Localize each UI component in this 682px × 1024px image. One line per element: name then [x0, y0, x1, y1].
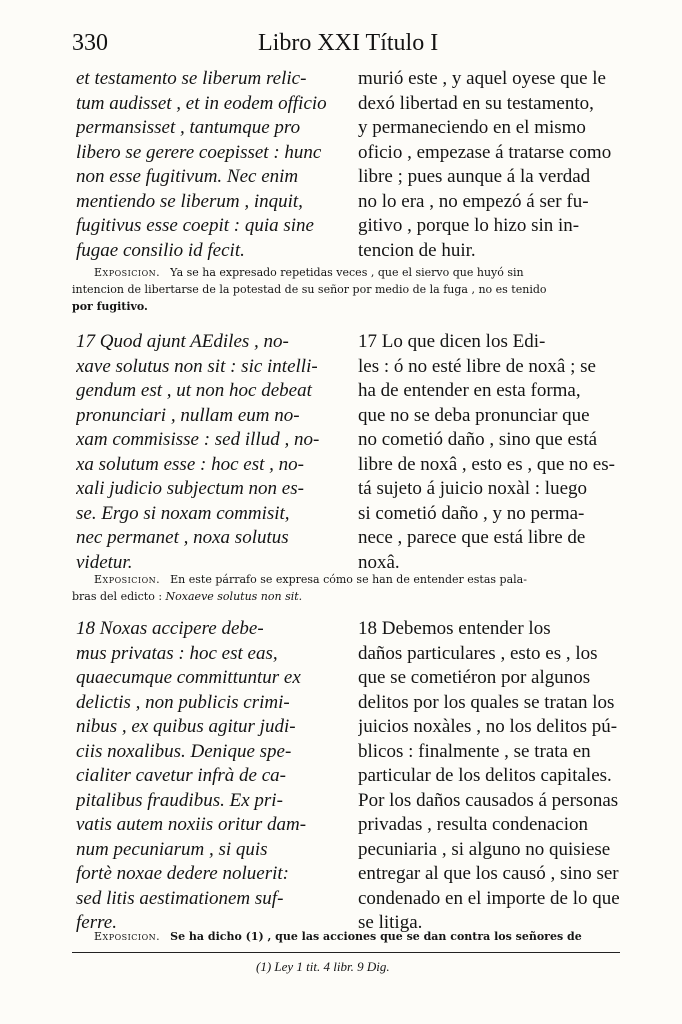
exposition-line: [72, 264, 622, 281]
spanish-line: 18 Debemos entender los: [358, 618, 551, 639]
spanish-line: que se cometiéron por algunos: [358, 667, 591, 688]
running-title: Libro XXI Título I: [258, 30, 439, 56]
spanish-line: tá sujeto á juicio noxàl : luego: [358, 478, 588, 499]
spanish-line: oficio , empezase á tratarse como: [358, 141, 612, 163]
latin-line: videtur.: [76, 551, 133, 573]
latin-line: pronunciari , nullam eum no-: [76, 404, 300, 426]
spanish-line: blicos : finalmente , se trata en: [358, 740, 591, 762]
latin-column-section-3: [76, 617, 348, 936]
latin-column-section-1: [76, 67, 348, 263]
spanish-line: gitivo , porque lo hizo sin in-: [358, 215, 580, 236]
latin-line: ferre.: [76, 912, 117, 933]
latin-line: ciis noxalibus. Denique spe-: [76, 740, 292, 762]
spanish-line: libre de noxâ , esto es , que no es-: [358, 453, 615, 475]
spanish-line: Por los daños causados á personas: [358, 789, 619, 811]
latin-line: mus privatas : hoc est eas,: [76, 642, 278, 664]
running-head: [72, 28, 620, 58]
spanish-line: daños particulares , esto es , los: [358, 642, 598, 664]
exposition-line: [72, 588, 622, 605]
exposition-text: Ya se ha expresado repetidas veces , que el siervo que huyó sin: [170, 266, 524, 279]
latin-line: non esse fugitivum. Nec enim: [76, 166, 299, 187]
exposition-line: [72, 571, 622, 588]
spanish-line: murió este , y aquel oyese que le: [358, 68, 606, 89]
footnote-rule: [72, 952, 620, 953]
latin-line: 18 Noxas accipere debe-: [76, 618, 264, 639]
latin-line: nec permanet , noxa solutus: [76, 527, 289, 548]
latin-line: sed litis aestimationem suf-: [76, 887, 284, 909]
latin-line: xave solutus non sit : sic intelli-: [76, 355, 318, 377]
latin-line: delictis , non publicis crimi-: [76, 691, 290, 713]
latin-line: tum audisset , et in eodem officio: [76, 92, 327, 114]
spanish-line: privadas , resulta condenacion: [358, 814, 589, 835]
latin-line: fortè noxae dedere noluerit:: [76, 863, 289, 884]
spanish-line: y permaneciendo en el mismo: [358, 117, 586, 138]
exposition-line: por fugitivo.: [72, 300, 148, 313]
exposition-line: [72, 928, 622, 945]
latin-line: xa solutum esse : hoc est , no-: [76, 453, 304, 475]
spanish-column-section-1: [358, 67, 620, 263]
latin-line: libero se gerere coepisset : hunc: [76, 141, 322, 163]
latin-line: fugae consilio id fecit.: [76, 239, 245, 261]
exposition-section-1: [72, 264, 622, 315]
exposition-section-3: [72, 928, 622, 945]
latin-line: 17 Quod ajunt AEdiles , no-: [76, 331, 289, 352]
latin-line: gendum est , ut non hoc debeat: [76, 380, 312, 401]
spanish-line: libre ; pues aunque á la verdad: [358, 166, 591, 187]
latin-line: nibus , ex quibus agitur judi-: [76, 716, 296, 737]
exposition-section-2: [72, 571, 622, 605]
footnote: (1) Ley 1 tit. 4 libr. 9 Dig.: [256, 959, 390, 974]
exposition-text: Se ha dicho (1) , que las acciones que se dan contra los señores de: [170, 930, 582, 943]
spanish-column-section-2: [358, 330, 620, 575]
spanish-line: 17 Lo que dicen los Edi-: [358, 331, 546, 352]
spanish-column-section-3: [358, 617, 620, 936]
latin-line: xam commisisse : sed illud , no-: [76, 429, 320, 450]
latin-line: mentiendo se liberum , inquit,: [76, 190, 303, 212]
exposition-line: intencion de libertarse de la potestad de su señor por medio de la fuga , no es tenido: [72, 283, 547, 296]
spanish-line: ha de entender en esta forma,: [358, 380, 581, 401]
spanish-line: condenado en el importe de lo que: [358, 887, 620, 909]
page-number: 330: [72, 30, 108, 56]
spanish-line: delitos por los quales se tratan los: [358, 691, 615, 713]
latin-line: num pecuniarum , si quis: [76, 838, 268, 860]
spanish-line: tencion de huir.: [358, 239, 476, 261]
latin-line: fugitivus esse coepit : quia sine: [76, 215, 314, 236]
exposition-text: bras del edicto :: [72, 590, 166, 603]
latin-line: cialiter cavetur infrà de ca-: [76, 765, 286, 786]
exposition-text: En este párrafo se expresa cómo se han de entender estas pala-: [170, 573, 527, 586]
latin-line: se. Ergo si noxam commisit,: [76, 502, 290, 524]
latin-line: xali judicio subjectum non es-: [76, 478, 304, 499]
spanish-line: nece , parece que está libre de: [358, 527, 586, 548]
spanish-line: no cometió daño , sino que está: [358, 429, 598, 450]
exposition-label: Exposicion.: [94, 266, 161, 279]
exposition-label: Exposicion.: [94, 930, 161, 943]
spanish-line: no lo era , no empezó á ser fu-: [358, 190, 589, 212]
spanish-line: que no se deba pronunciar que: [358, 404, 590, 426]
latin-line: permansisset , tantumque pro: [76, 117, 301, 138]
latin-column-section-2: [76, 330, 348, 575]
latin-line: vatis autem noxiis oritur dam-: [76, 814, 307, 835]
exposition-quote: Noxaeve solutus non sit.: [165, 590, 303, 603]
latin-line: pitalibus fraudibus. Ex pri-: [76, 789, 283, 811]
spanish-line: se litiga.: [358, 912, 423, 933]
exposition-label: Exposicion.: [94, 573, 161, 586]
spanish-line: noxâ.: [358, 551, 400, 573]
latin-line: quaecumque committuntur ex: [76, 667, 301, 688]
spanish-line: juicios noxàles , no los delitos pú-: [358, 716, 618, 737]
spanish-line: entregar al que los causó , sino ser: [358, 863, 619, 884]
spanish-line: pecuniaria , si alguno no quisiese: [358, 838, 611, 860]
latin-line: et testamento se liberum relic-: [76, 68, 307, 89]
spanish-line: dexó libertad en su testamento,: [358, 92, 594, 114]
spanish-line: les : ó no esté libre de noxâ ; se: [358, 355, 596, 377]
spanish-line: si cometió daño , y no perma-: [358, 502, 585, 524]
spanish-line: particular de los delitos capitales.: [358, 765, 612, 786]
